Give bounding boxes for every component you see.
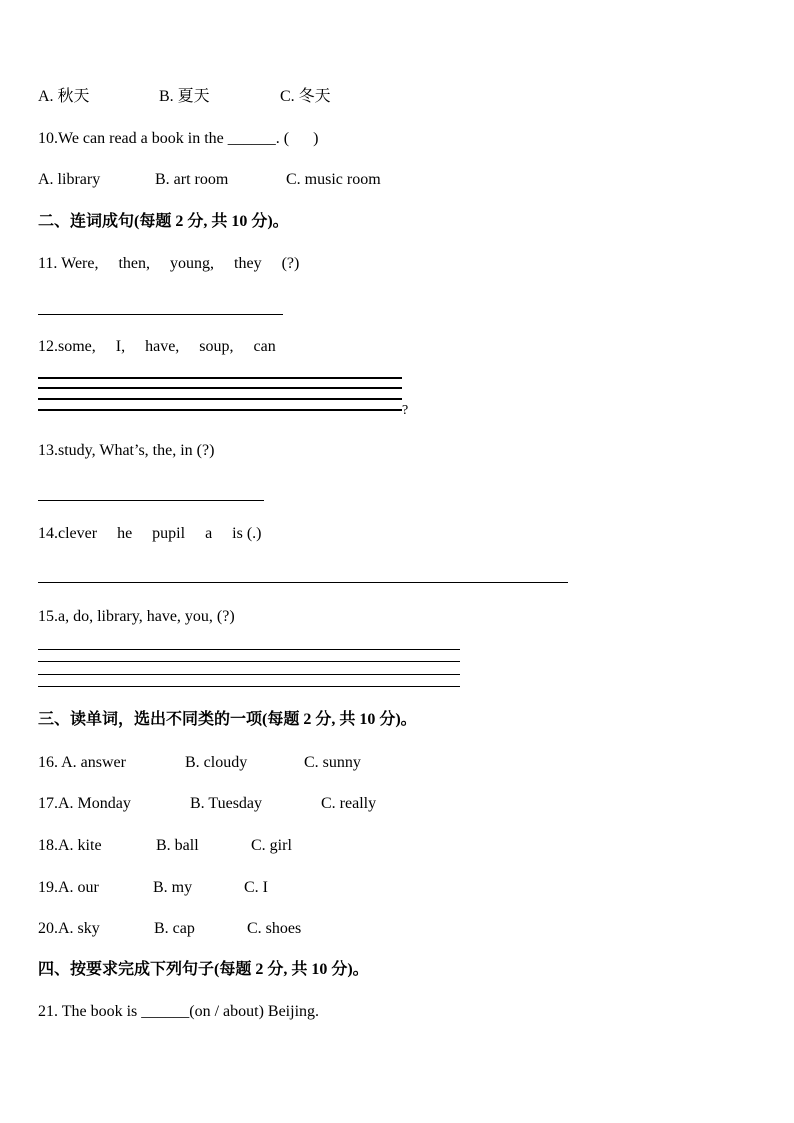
q17-row <box>38 794 458 814</box>
q12-answer-line-3[interactable] <box>38 398 402 400</box>
q11-prompt: 11. Were, then, young, they (?) <box>38 255 300 272</box>
q18-option-c: C. girl <box>251 837 292 854</box>
q10-option-c: C. music room <box>286 171 381 188</box>
q10-option-a: A. library <box>38 171 101 188</box>
q20-option-c: C. shoes <box>247 920 302 937</box>
q10-options <box>38 170 458 190</box>
q18-option-b: B. ball <box>156 837 199 854</box>
q12-question-mark: ? <box>402 403 409 418</box>
q15-answer-line-2[interactable] <box>38 661 460 662</box>
q18-option-a: 18.A. kite <box>38 837 102 854</box>
q14-prompt: 14.clever he pupil a is (.) <box>38 525 262 542</box>
q12-answer-line-1[interactable] <box>38 377 402 379</box>
section-3-heading: 三、读单词，选出不同类的一项(每题 2 分, 共 10 分)。 <box>38 711 417 728</box>
q13-answer-line[interactable] <box>38 500 264 501</box>
q16-option-b: B. cloudy <box>185 754 248 771</box>
q17-option-c: C. really <box>321 795 377 812</box>
q11-answer-line[interactable] <box>38 314 283 315</box>
q9-option-b: B. 夏天 <box>159 88 210 105</box>
q18-row <box>38 836 458 856</box>
q14-answer-line[interactable] <box>38 582 568 583</box>
q10-option-b: B. art room <box>155 171 229 188</box>
section-2-heading: 二、连词成句(每题 2 分, 共 10 分)。 <box>38 213 289 230</box>
q20-option-b: B. cap <box>154 920 195 937</box>
q15-answer-line-3[interactable] <box>38 674 460 675</box>
q19-option-c: C. I <box>244 879 268 896</box>
q20-option-a: 20.A. sky <box>38 920 100 937</box>
q12-prompt: 12.some, I, have, soup, can <box>38 338 276 355</box>
q9-option-a: A. 秋天 <box>38 88 90 105</box>
q15-prompt: 15.a, do, library, have, you, (?) <box>38 608 235 625</box>
section-4-heading: 四、按要求完成下列句子(每题 2 分, 共 10 分)。 <box>38 961 369 978</box>
q16-row <box>38 753 458 773</box>
q12-answer-line-4[interactable] <box>38 409 402 411</box>
q9-option-c: C. 冬天 <box>280 88 331 105</box>
q21-prompt: 21. The book is ______(on / about) Beijing. <box>38 1003 320 1020</box>
q16-option-a: 16. A. answer <box>38 754 126 771</box>
q19-row <box>38 878 458 898</box>
q19-option-b: B. my <box>153 879 193 896</box>
q15-answer-line-1[interactable] <box>38 649 460 650</box>
q12-answer-line-2[interactable] <box>38 387 402 389</box>
q9-options <box>38 87 438 107</box>
q15-answer-line-4[interactable] <box>38 686 460 687</box>
q16-option-c: C. sunny <box>304 754 361 771</box>
q10-stem: 10.We can read a book in the ______. ( ) <box>38 130 319 147</box>
q13-prompt: 13.study, What’s, the, in (?) <box>38 442 215 459</box>
q17-option-b: B. Tuesday <box>190 795 263 812</box>
q20-row <box>38 919 458 939</box>
q19-option-a: 19.A. our <box>38 879 99 896</box>
q17-option-a: 17.A. Monday <box>38 795 131 812</box>
